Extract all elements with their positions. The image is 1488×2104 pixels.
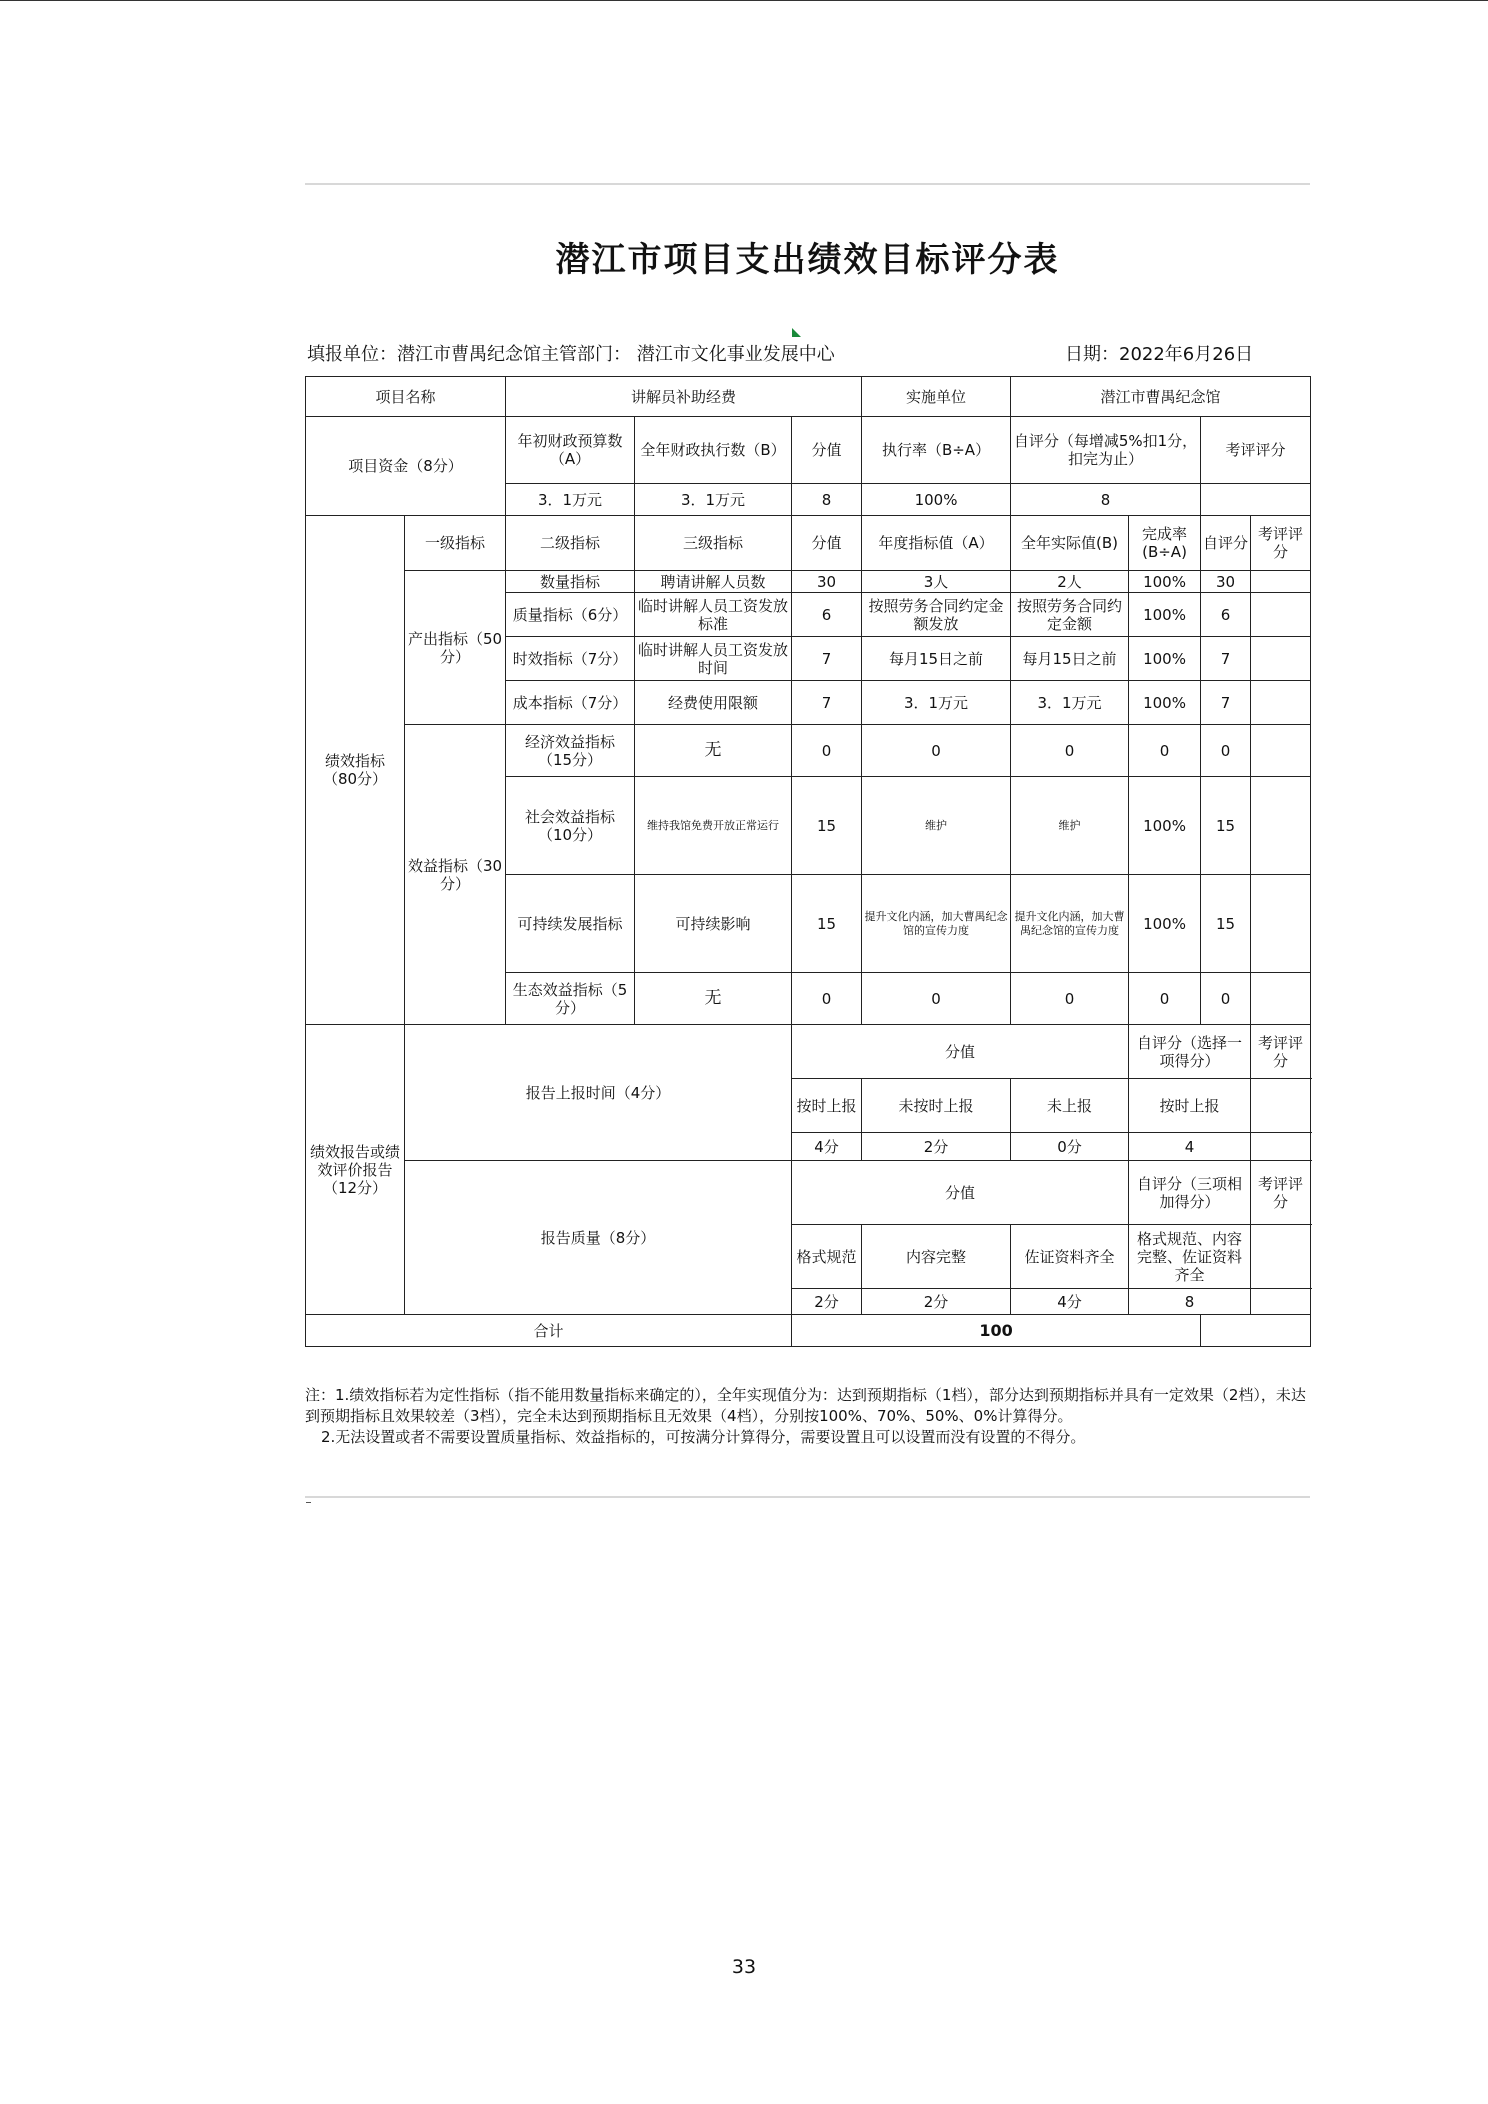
report-quality-option: 内容完整 (862, 1225, 1011, 1289)
eval-header: 考评评分 (1251, 516, 1311, 571)
rate-cell: 100% (1129, 637, 1201, 681)
funds-label: 项目资金（8分） (306, 417, 506, 516)
report-quality-self-value: 8 (1129, 1289, 1251, 1315)
level2-cell: 社会效益指标（10分） (506, 777, 635, 875)
target-cell: 0 (862, 725, 1011, 777)
report-quality-eval-header: 考评评分 (1251, 1161, 1311, 1225)
score-cell: 15 (792, 777, 862, 875)
score-cell: 7 (792, 637, 862, 681)
self-score-cell: 7 (1201, 681, 1251, 725)
page-number: 33 (731, 1956, 757, 1978)
actual-cell: 3．1万元 (1011, 681, 1129, 725)
total-eval-cell (1201, 1315, 1311, 1347)
self-score-cell: 0 (1201, 725, 1251, 777)
report-timely-points: 2分 (862, 1133, 1011, 1161)
self-score-cell: 6 (1201, 593, 1251, 637)
benefit-indicators-label: 效益指标（30分） (405, 725, 506, 1025)
target-header: 年度指标值（A） (862, 516, 1011, 571)
indicator-header-row (306, 516, 1311, 571)
self-score-cell: 15 (1201, 875, 1251, 973)
output-indicators-label: 产出指标（50分） (405, 571, 506, 725)
level1-header: 一级指标 (405, 516, 506, 571)
score-cell: 30 (792, 571, 862, 593)
impl-unit-label: 实施单位 (862, 377, 1011, 417)
level2-cell: 时效指标（7分） (506, 637, 635, 681)
self-score-cell: 15 (1201, 777, 1251, 875)
cell-comment-marker-icon (792, 328, 801, 337)
project-name-label: 项目名称 (306, 377, 506, 417)
eval-score-cell (1251, 593, 1311, 637)
eval-score-cell (1251, 973, 1311, 1025)
indicators-label: 绩效指标（80分） (306, 516, 405, 1025)
self-score-cell: 7 (1201, 637, 1251, 681)
eval-score-cell (1251, 571, 1311, 593)
note-2: 2.无法设置或者不需要设置质量指标、效益指标的，可按满分计算得分，需要设置且可以设置而没有设置的不得分。 (321, 1428, 1086, 1446)
report-timely-self-header: 自评分（选择一项得分） (1129, 1025, 1251, 1079)
level3-cell: 维持我馆免费开放正常运行 (635, 777, 792, 875)
score-table (305, 376, 1311, 1347)
indicator-score-header: 分值 (792, 516, 862, 571)
report-quality-points: 2分 (792, 1289, 862, 1315)
bottom-rule (305, 1496, 1310, 1498)
level3-cell: 可持续影响 (635, 875, 792, 973)
funds-score-value: 8 (792, 484, 862, 516)
funds-exec-header: 全年财政执行数（B） (635, 417, 792, 484)
report-quality-option: 格式规范 (792, 1225, 862, 1289)
target-cell: 3人 (862, 571, 1011, 593)
level2-cell: 经济效益指标（15分） (506, 725, 635, 777)
rate-cell: 100% (1129, 681, 1201, 725)
report-timely-score-header: 分值 (792, 1025, 1129, 1079)
rate-cell: 100% (1129, 571, 1201, 593)
report-quality-eval-value (1251, 1289, 1311, 1315)
level2-cell: 可持续发展指标 (506, 875, 635, 973)
report-quality-points: 4分 (1011, 1289, 1129, 1315)
self-score-cell: 30 (1201, 571, 1251, 593)
target-cell: 维护 (862, 777, 1011, 875)
funds-rate-header: 执行率（B÷A） (862, 417, 1011, 484)
actual-cell: 提升文化内涵，加大曹禺纪念馆的宣传力度 (1011, 875, 1129, 973)
eval-score-cell (1251, 875, 1311, 973)
level2-cell: 数量指标 (506, 571, 635, 593)
actual-cell: 按照劳务合同约定金额 (1011, 593, 1129, 637)
target-cell: 按照劳务合同约定金额发放 (862, 593, 1011, 637)
funds-score-header: 分值 (792, 417, 862, 484)
funds-self-header: 自评分（每增减5%扣1分，扣完为止） (1011, 417, 1201, 484)
report-timely-eval-header: 考评评分 (1251, 1025, 1311, 1079)
report-timely-option: 未上报 (1011, 1079, 1129, 1133)
report-quality-self-header: 自评分（三项相加得分） (1129, 1161, 1251, 1225)
report-quality-option: 佐证资料齐全 (1011, 1225, 1129, 1289)
project-name-row (306, 377, 1311, 417)
level2-cell: 成本指标（7分） (506, 681, 635, 725)
level2-cell: 生态效益指标（5分） (506, 973, 635, 1025)
actual-header: 全年实际值(B) (1011, 516, 1129, 571)
target-cell: 提升文化内涵，加大曹禺纪念馆的宣传力度 (862, 875, 1011, 973)
actual-cell: 2人 (1011, 571, 1129, 593)
level3-cell: 无 (635, 725, 792, 777)
level3-cell: 经费使用限额 (635, 681, 792, 725)
level2-cell: 质量指标（6分） (506, 593, 635, 637)
top-rule (305, 183, 1310, 185)
self-header: 自评分 (1201, 516, 1251, 571)
funds-budget-value: 3．1万元 (506, 484, 635, 516)
table-row (306, 725, 1311, 777)
total-row (306, 1315, 1311, 1347)
funds-self-value: 8 (1011, 484, 1201, 516)
eval-score-cell (1251, 681, 1311, 725)
report-date: 日期：2022年6月26日 (1065, 344, 1254, 365)
report-timely-option: 按时上报 (792, 1079, 862, 1133)
funds-header-row (306, 417, 1311, 484)
report-quality-score-header: 分值 (792, 1161, 1129, 1225)
report-timely-self-choice: 按时上报 (1129, 1079, 1251, 1133)
impl-unit-value: 潜江市曹禺纪念馆 (1011, 377, 1311, 417)
target-cell: 3．1万元 (862, 681, 1011, 725)
rate-cell: 100% (1129, 593, 1201, 637)
report-timely-self-value: 4 (1129, 1133, 1251, 1161)
eval-score-cell (1251, 777, 1311, 875)
score-cell: 6 (792, 593, 862, 637)
table-row (306, 571, 1311, 593)
report-quality-header-row (306, 1161, 1311, 1225)
level2-header: 二级指标 (506, 516, 635, 571)
report-timely-label: 报告上报时间（4分） (405, 1025, 792, 1161)
actual-cell: 0 (1011, 725, 1129, 777)
actual-cell: 0 (1011, 973, 1129, 1025)
level3-cell: 无 (635, 973, 792, 1025)
report-timely-points: 4分 (792, 1133, 862, 1161)
level3-header: 三级指标 (635, 516, 792, 571)
funds-rate-value: 100% (862, 484, 1011, 516)
funds-budget-header: 年初财政预算数（A） (506, 417, 635, 484)
total-value: 100 (792, 1315, 1201, 1347)
funds-eval-value (1201, 484, 1311, 516)
target-cell: 0 (862, 973, 1011, 1025)
report-timely-header-row (306, 1025, 1311, 1079)
level3-cell: 临时讲解人员工资发放标准 (635, 593, 792, 637)
score-cell: 15 (792, 875, 862, 973)
actual-cell: 每月15日之前 (1011, 637, 1129, 681)
score-cell: 0 (792, 725, 862, 777)
level3-cell: 聘请讲解人员数 (635, 571, 792, 593)
report-quality-self-choice: 格式规范、内容完整、佐证资料齐全 (1129, 1225, 1251, 1289)
funds-eval-header: 考评评分 (1201, 417, 1311, 484)
rate-cell: 100% (1129, 875, 1201, 973)
rate-header: 完成率(B÷A) (1129, 516, 1201, 571)
funds-exec-value: 3．1万元 (635, 484, 792, 516)
report-quality-label: 报告质量（8分） (405, 1161, 792, 1315)
page-top-border (0, 0, 1488, 1)
report-timely-eval-cell (1251, 1079, 1311, 1133)
reporting-unit: 填报单位：潜江市曹禺纪念馆主管部门： 潜江市文化事业发展中心 (307, 344, 835, 365)
project-name-value: 讲解员补助经费 (506, 377, 862, 417)
table-notes (305, 1385, 1310, 1448)
level3-cell: 临时讲解人员工资发放时间 (635, 637, 792, 681)
report-label: 绩效报告或绩效评价报告（12分） (306, 1025, 405, 1315)
margin-tick (306, 1502, 311, 1503)
target-cell: 每月15日之前 (862, 637, 1011, 681)
score-cell: 7 (792, 681, 862, 725)
report-timely-option: 未按时上报 (862, 1079, 1011, 1133)
rate-cell: 0 (1129, 725, 1201, 777)
report-quality-points: 2分 (862, 1289, 1011, 1315)
report-quality-eval-cell (1251, 1225, 1311, 1289)
eval-score-cell (1251, 725, 1311, 777)
note-1: 注：1.绩效指标若为定性指标（指不能用数量指标来确定的），全年实现值分为：达到预期指标（1档），部分达到预期指标并具有一定效果（2档），未达到预期指标且效果较差（3档），完全未达到预期指标且无效果（4档），分别按100%、70%、50%、0%计算得分。 (305, 1386, 1306, 1425)
report-timely-eval-value (1251, 1133, 1311, 1161)
report-timely-points: 0分 (1011, 1133, 1129, 1161)
score-cell: 0 (792, 973, 862, 1025)
page-title: 潜江市项目支出绩效目标评分表 (555, 240, 1060, 280)
eval-score-cell (1251, 637, 1311, 681)
self-score-cell: 0 (1201, 973, 1251, 1025)
actual-cell: 维护 (1011, 777, 1129, 875)
rate-cell: 100% (1129, 777, 1201, 875)
rate-cell: 0 (1129, 973, 1201, 1025)
total-label: 合计 (306, 1315, 792, 1347)
